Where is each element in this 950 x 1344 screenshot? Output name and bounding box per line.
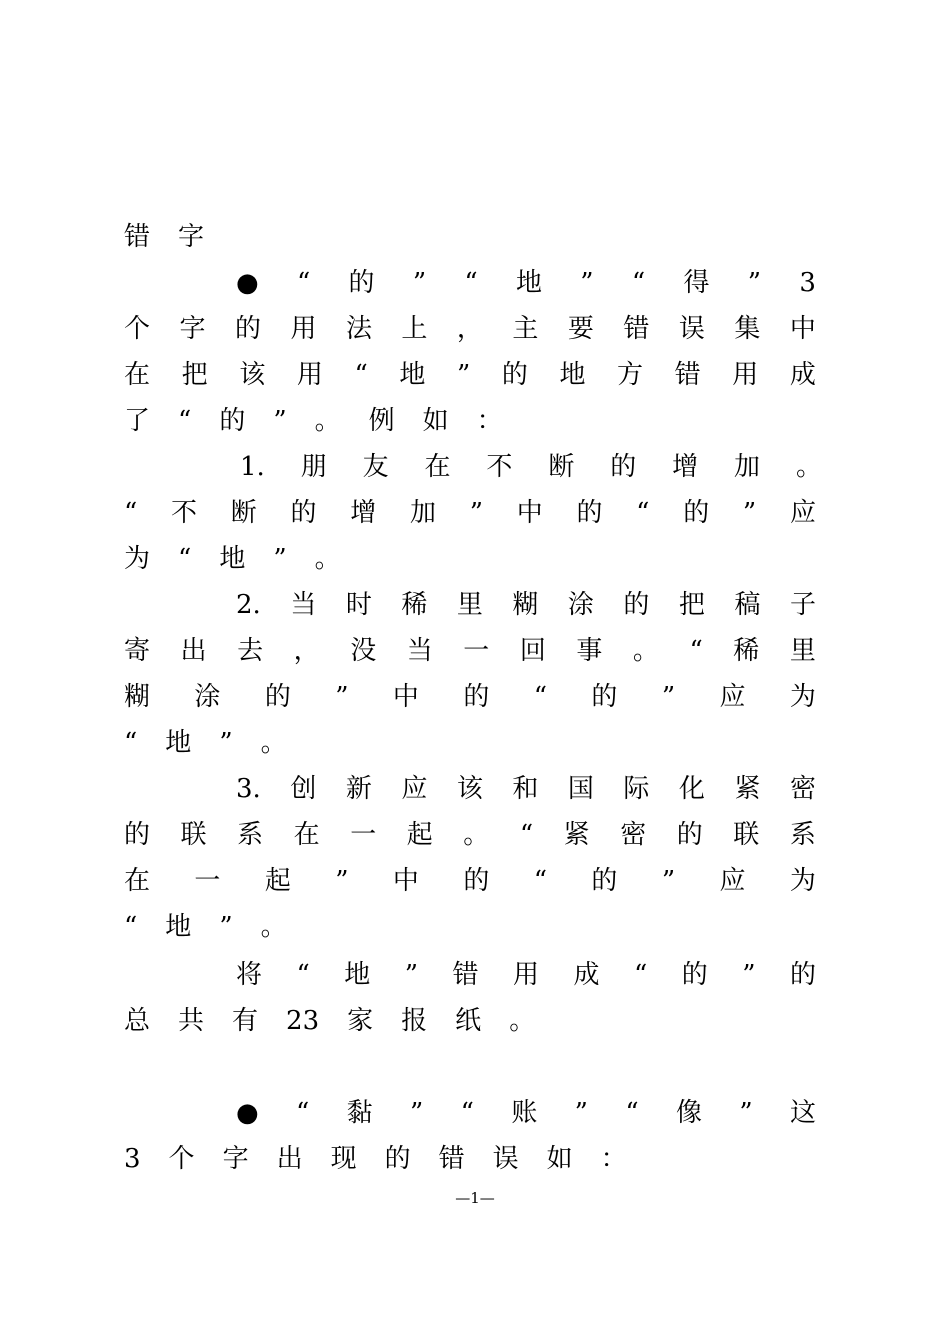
- paragraph-2-line-3: 糊 涂 的 ” 中 的 “ 的 ” 应 为: [124, 682, 816, 712]
- paragraph-3-line-2: 的 联 系 在 一 起 。 “ 紧 密 的 联 系: [124, 820, 816, 850]
- paragraph-2-line-4: “ 地 ” 。: [124, 728, 287, 758]
- paragraph-2-line-1: 2. 当 时 稀 里 糊 涂 的 把 稿 子: [236, 590, 816, 620]
- paragraph-0-line-1: ● “ 的 ” “ 地 ” “ 得 ” 3: [236, 268, 816, 298]
- paragraph-0-line-4: 了 “ 的 ” 。 例 如 ：: [124, 406, 503, 436]
- paragraph-5-line-2: 3 个 字 出 现 的 错 误 如 ：: [124, 1144, 627, 1174]
- paragraph-4-line-1: 将 “ 地 ” 错 用 成 “ 的 ” 的: [236, 960, 816, 990]
- page-number: —1—: [455, 1189, 495, 1207]
- heading-char: 错: [124, 222, 151, 252]
- paragraph-0-line-3: 在 把 该 用 “ 地 ” 的 地 方 错 用 成: [124, 360, 816, 390]
- paragraph-1-line-3: 为 “ 地 ” 。: [124, 544, 341, 574]
- paragraph-3-line-3: 在 一 起 ” 中 的 “ 的 ” 应 为: [124, 866, 816, 896]
- paragraph-1-line-2: “ 不 断 的 增 加 ” 中 的 “ 的 ” 应: [124, 498, 816, 528]
- paragraph-0-line-2: 个 字 的 用 法 上 ， 主 要 错 误 集 中: [124, 314, 816, 344]
- paragraph-4-line-2: 总 共 有 23 家 报 纸 。: [124, 1006, 536, 1036]
- paragraph-3-line-4: “ 地 ” 。: [124, 912, 287, 942]
- heading-char: 字: [178, 222, 205, 252]
- paragraph-3-line-1: 3. 创 新 应 该 和 国 际 化 紧 密: [236, 774, 816, 804]
- section-heading: [124, 214, 816, 260]
- paragraph-2-line-2: 寄 出 去 ， 没 当 一 回 事 。 “ 稀 里: [124, 636, 816, 666]
- paragraph-5-line-1: ● “ 黏 ” “ 账 ” “ 像 ” 这: [236, 1098, 816, 1128]
- paragraph-1-line-1: 1. 朋 友 在 不 断 的 增 加 。: [240, 452, 822, 482]
